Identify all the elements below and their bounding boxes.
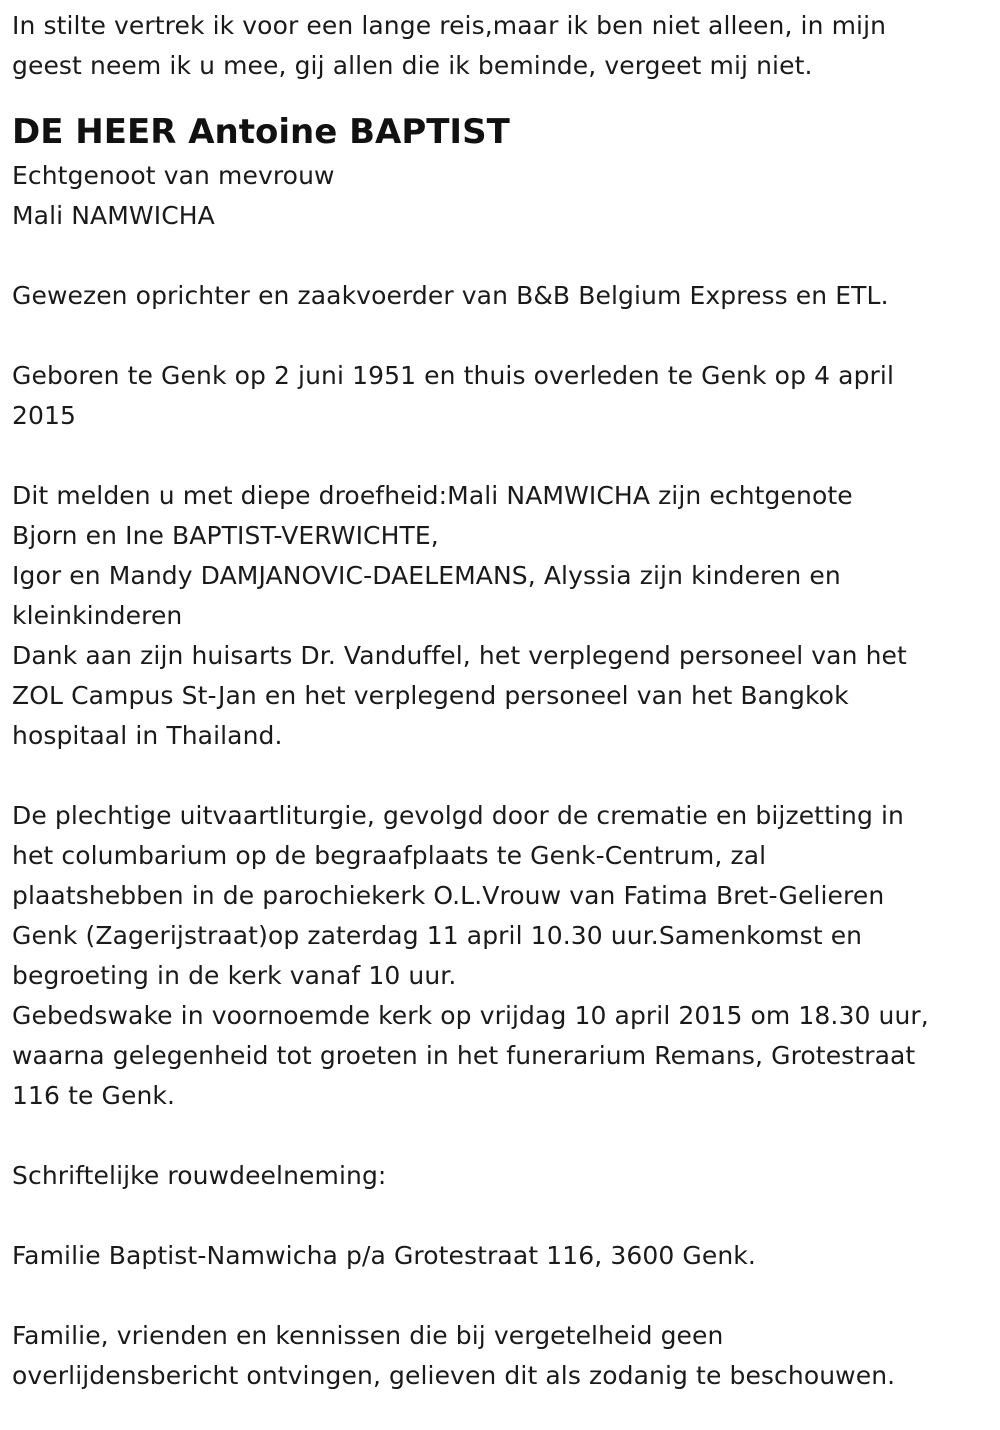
family-section xyxy=(12,476,988,756)
ceremony-line: De plechtige uitvaartliturgie, gevolgd door de crematie en bijzetting in xyxy=(12,801,904,830)
thanks-line: ZOL Campus St-Jan en het verplegend personeel van het Bangkok xyxy=(12,681,849,710)
family-line: Bjorn en Ine BAPTIST-VERWICHTE, xyxy=(12,521,439,550)
ceremony-line: het columbarium op de begraafplaats te Genk-Centrum, zal xyxy=(12,841,767,870)
closing-line: Familie, vrienden en kennissen die bij vergetelheid geen xyxy=(12,1321,724,1350)
family-line: Dit melden u met diepe droefheid:Mali NAMWICHA zijn echtgenote xyxy=(12,481,853,510)
closing-line: overlijdensbericht ontvingen, gelieven dit als zodanig te beschouwen. xyxy=(12,1361,896,1390)
birth-death-line: 2015 xyxy=(12,401,77,430)
poem-section xyxy=(12,6,988,86)
family-line: kleinkinderen xyxy=(12,601,183,630)
spouse-name: Mali NAMWICHA xyxy=(12,201,215,230)
family-address: Familie Baptist-Namwicha p/a Grotestraat 116, 3600 Genk. xyxy=(12,1241,756,1270)
thanks-line: hospitaal in Thailand. xyxy=(12,721,283,750)
poem-line: geest neem ik u mee, gij allen die ik beminde, vergeet mij niet. xyxy=(12,51,813,80)
ceremony-line: Genk (Zagerijstraat)op zaterdag 11 april 10.30 uur.Samenkomst en xyxy=(12,921,863,950)
poem-line: In stilte vertrek ik voor een lange reis,maar ik ben niet alleen, in mijn xyxy=(12,11,887,40)
deceased-name-title: DE HEER Antoine BAPTIST xyxy=(12,112,510,152)
wake-line: waarna gelegenheid tot groeten in het funerarium Remans, Grotestraat xyxy=(12,1041,916,1070)
wake-line: 116 te Genk. xyxy=(12,1081,176,1110)
thanks-line: Dank aan zijn huisarts Dr. Vanduffel, het verplegend personeel van het xyxy=(12,641,907,670)
closing-section xyxy=(12,1316,988,1396)
birth-death-line: Geboren te Genk op 2 juni 1951 en thuis overleden te Genk op 4 april xyxy=(12,361,895,390)
spouse-line: Echtgenoot van mevrouw xyxy=(12,161,335,190)
ceremony-line: plaatshebben in de parochiekerk O.L.Vrouw van Fatima Bret-Gelieren xyxy=(12,881,885,910)
family-line: Igor en Mandy DAMJANOVIC-DAELEMANS, Alyssia zijn kinderen en xyxy=(12,561,841,590)
wake-line: Gebedswake in voornoemde kerk op vrijdag 10 april 2015 om 18.30 uur, xyxy=(12,1001,929,1030)
spouse-section xyxy=(12,156,988,236)
birth-death-section xyxy=(12,356,988,436)
ceremony-section xyxy=(12,796,988,1116)
ceremony-line: begroeting in de kerk vanaf 10 uur. xyxy=(12,961,457,990)
occupation-text: Gewezen oprichter en zaakvoerder van B&B Belgium Express en ETL. xyxy=(12,281,889,310)
condolence-label: Schriftelijke rouwdeelneming: xyxy=(12,1161,387,1190)
